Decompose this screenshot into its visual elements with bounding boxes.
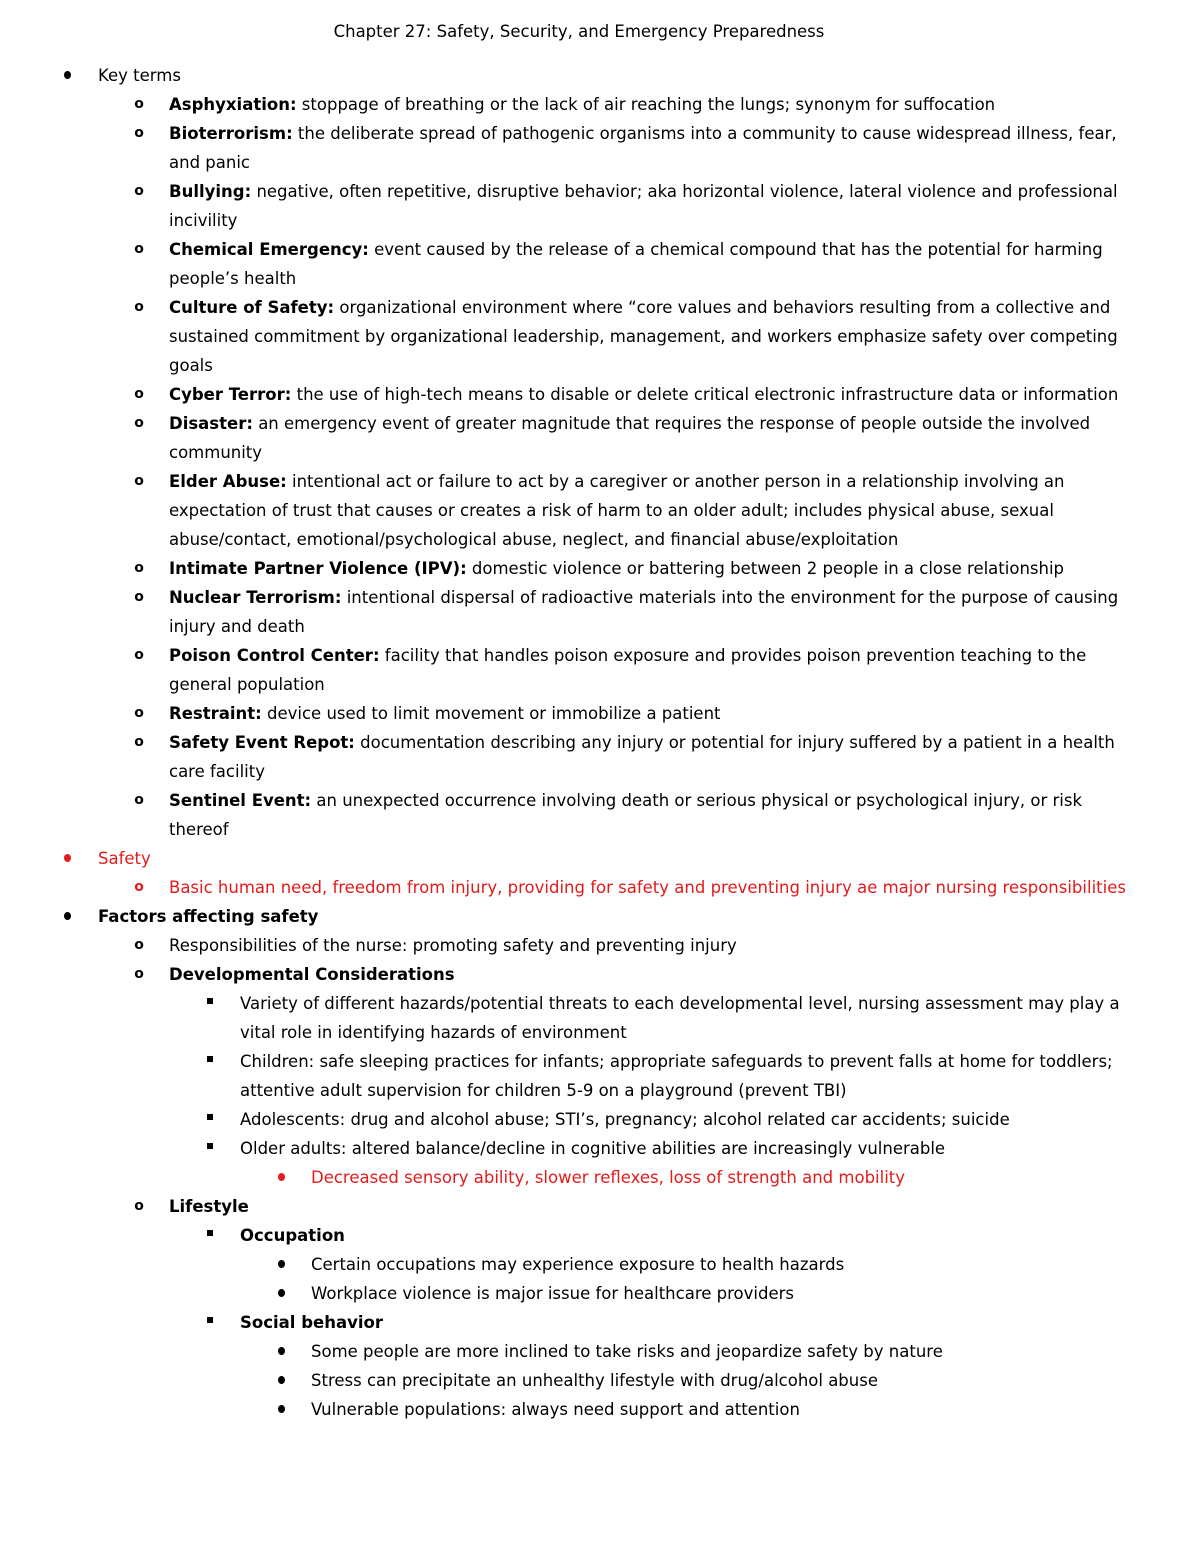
circle-bullet-icon: o — [134, 415, 144, 431]
list-item — [0, 1047, 1130, 1105]
list-item — [0, 1395, 1131, 1424]
key-term-item — [0, 177, 1129, 235]
square-bullet-icon — [200, 1308, 220, 1337]
key-term-item — [0, 380, 1129, 409]
key-term-item — [0, 728, 1129, 786]
bullet-icon — [271, 1366, 291, 1395]
document-body — [0, 61, 1200, 1424]
circle-bullet-icon: o — [134, 879, 144, 895]
term-name: Intimate Partner Violence (IPV): — [169, 559, 467, 578]
list-item — [0, 1163, 1131, 1192]
bullet-icon — [271, 1395, 291, 1424]
key-term-item — [0, 786, 1129, 844]
square-bullet-icon — [200, 1221, 220, 1250]
key-term-item — [0, 583, 1129, 641]
list-item-text: Certain occupations may experience exposure to health hazards — [311, 1255, 845, 1274]
bullet-icon — [57, 844, 77, 873]
square-bullet-icon — [200, 1134, 220, 1163]
list-item-text: Older adults: altered balance/decline in cognitive abilities are increasingly vulnerable — [240, 1139, 946, 1158]
term-definition: facility that handles poison exposure and provides poison prevention teaching to the general population — [169, 646, 1087, 694]
list-item-text: Adolescents: drug and alcohol abuse; STI’s, pregnancy; alcohol related car accidents; suicide — [240, 1110, 1010, 1129]
circle-bullet-icon: o — [134, 241, 144, 257]
term-name: Safety Event Repot: — [169, 733, 355, 752]
key-term-item — [0, 554, 1129, 583]
list-item — [0, 1221, 1130, 1250]
circle-bullet-icon: o — [134, 386, 144, 402]
circle-bullet-icon: o — [134, 937, 144, 953]
circle-bullet-icon: o — [134, 125, 144, 141]
key-term-item — [0, 699, 1129, 728]
term-definition: an unexpected occurrence involving death or serious physical or psychological injury, or risk thereof — [169, 791, 1083, 839]
list-item-text: Workplace violence is major issue for healthcare providers — [311, 1284, 794, 1303]
list-item-text: Some people are more inclined to take risks and jeopardize safety by nature — [311, 1342, 943, 1361]
circle-bullet-icon: o — [134, 966, 144, 982]
circle-bullet-icon: o — [134, 96, 144, 112]
bullet-icon — [271, 1337, 291, 1366]
term-name: Poison Control Center: — [169, 646, 380, 665]
list-item — [0, 989, 1130, 1047]
list-item — [0, 1308, 1130, 1337]
circle-bullet-icon: o — [134, 734, 144, 750]
term-definition: stoppage of breathing or the lack of air reaching the lungs; synonym for suffocation — [296, 95, 996, 114]
term-definition: organizational environment where “core values and behaviors resulting from a collective and sustained commitment by organizational leadership, management, and workers emphasize safety over competing goals — [169, 298, 1118, 375]
term-name: Sentinel Event: — [169, 791, 312, 810]
term-name: Chemical Emergency: — [169, 240, 369, 259]
safety-text: Basic human need, freedom from injury, providing for safety and preventing injury ae major nursing responsibilities — [169, 878, 1126, 897]
square-bullet-icon — [200, 989, 220, 1018]
term-name: Disaster: — [169, 414, 253, 433]
term-definition: the deliberate spread of pathogenic organisms into a community to cause widespread illness, fear, and panic — [169, 124, 1117, 172]
circle-bullet-icon: o — [134, 1198, 144, 1214]
term-definition: intentional dispersal of radioactive materials into the environment for the purpose of causing injury and death — [169, 588, 1119, 636]
list-item-text: Stress can precipitate an unhealthy lifestyle with drug/alcohol abuse — [311, 1371, 878, 1390]
term-name: Restraint: — [169, 704, 262, 723]
square-bullet-icon — [200, 1105, 220, 1134]
list-item — [0, 1337, 1131, 1366]
circle-bullet-icon: o — [134, 792, 144, 808]
term-definition: domestic violence or battering between 2 people in a close relationship — [466, 559, 1065, 578]
key-term-item — [0, 235, 1129, 293]
key-term-item — [0, 409, 1129, 467]
term-name: Bioterrorism: — [169, 124, 293, 143]
section-key-terms — [0, 61, 1138, 90]
circle-bullet-icon: o — [134, 299, 144, 315]
circle-bullet-icon: o — [134, 705, 144, 721]
circle-bullet-icon: o — [134, 473, 144, 489]
key-term-item — [0, 467, 1129, 554]
section-safety — [0, 844, 1138, 873]
list-item-text: Children: safe sleeping practices for infants; appropriate safeguards to prevent falls at home for toddlers; attentive adult supervision for children 5-9 on a playground (prevent TBI) — [240, 1052, 1113, 1100]
key-term-item — [0, 293, 1129, 380]
subsection-heading: Social behavior — [240, 1313, 383, 1332]
list-item-text: Vulnerable populations: always need support and attention — [311, 1400, 800, 1419]
square-bullet-icon — [200, 1047, 220, 1076]
list-item-text: Decreased sensory ability, slower reflexes, loss of strength and mobility — [311, 1168, 906, 1187]
term-definition: device used to limit movement or immobilize a patient — [261, 704, 721, 723]
list-item — [0, 1250, 1131, 1279]
key-term-item — [0, 119, 1129, 177]
list-item — [0, 1279, 1131, 1308]
bullet-icon — [57, 61, 77, 90]
circle-bullet-icon: o — [134, 647, 144, 663]
safety-point — [0, 873, 1129, 902]
factor-item — [0, 960, 1129, 989]
section-heading: Factors affecting safety — [98, 907, 319, 926]
list-item-text: Variety of different hazards/potential threats to each developmental level, nursing assessment may play a vital role in identifying hazards of environment — [240, 994, 1120, 1042]
term-name: Bullying: — [169, 182, 252, 201]
bullet-icon — [271, 1163, 291, 1192]
list-item — [0, 1105, 1130, 1134]
responsibilities-text: Responsibilities of the nurse: promoting safety and preventing injury — [169, 936, 737, 955]
term-name: Nuclear Terrorism: — [169, 588, 342, 607]
term-definition: documentation describing any injury or potential for injury suffered by a patient in a health care facility — [169, 733, 1115, 781]
key-term-item — [0, 90, 1129, 119]
bullet-icon — [57, 902, 77, 931]
key-term-item — [0, 641, 1129, 699]
bullet-icon — [271, 1279, 291, 1308]
factor-item — [0, 931, 1129, 960]
page-title: Chapter 27: Safety, Security, and Emergency Preparedness — [333, 22, 825, 41]
term-definition: intentional act or failure to act by a caregiver or another person in a relationship involving an expectation of trust that causes or creates a risk of harm to an older adult; includes physical abuse, sexual abuse/contact, emotional/psychological abuse, neglect, and financial abuse/exploitation — [169, 472, 1065, 549]
term-name: Asphyxiation: — [169, 95, 297, 114]
term-definition: an emergency event of greater magnitude that requires the response of people outside the involved community — [169, 414, 1091, 462]
subsection-heading: Developmental Considerations — [169, 965, 455, 984]
circle-bullet-icon: o — [134, 183, 144, 199]
term-definition: the use of high-tech means to disable or delete critical electronic infrastructure data or information — [291, 385, 1119, 404]
section-heading: Key terms — [98, 66, 181, 85]
list-item — [0, 1366, 1131, 1395]
term-name: Culture of Safety: — [169, 298, 335, 317]
factor-item — [0, 1192, 1129, 1221]
term-name: Cyber Terror: — [169, 385, 292, 404]
circle-bullet-icon: o — [134, 560, 144, 576]
subsection-heading: Occupation — [240, 1226, 345, 1245]
section-heading: Safety — [98, 849, 151, 868]
subsection-heading: Lifestyle — [169, 1197, 249, 1216]
bullet-icon — [271, 1250, 291, 1279]
section-factors — [0, 902, 1138, 931]
term-name: Elder Abuse: — [169, 472, 287, 491]
list-item — [0, 1134, 1130, 1163]
term-definition: event caused by the release of a chemical compound that has the potential for harming people’s health — [169, 240, 1103, 288]
circle-bullet-icon: o — [134, 589, 144, 605]
term-definition: negative, often repetitive, disruptive behavior; aka horizontal violence, lateral violence and professional incivility — [169, 182, 1118, 230]
